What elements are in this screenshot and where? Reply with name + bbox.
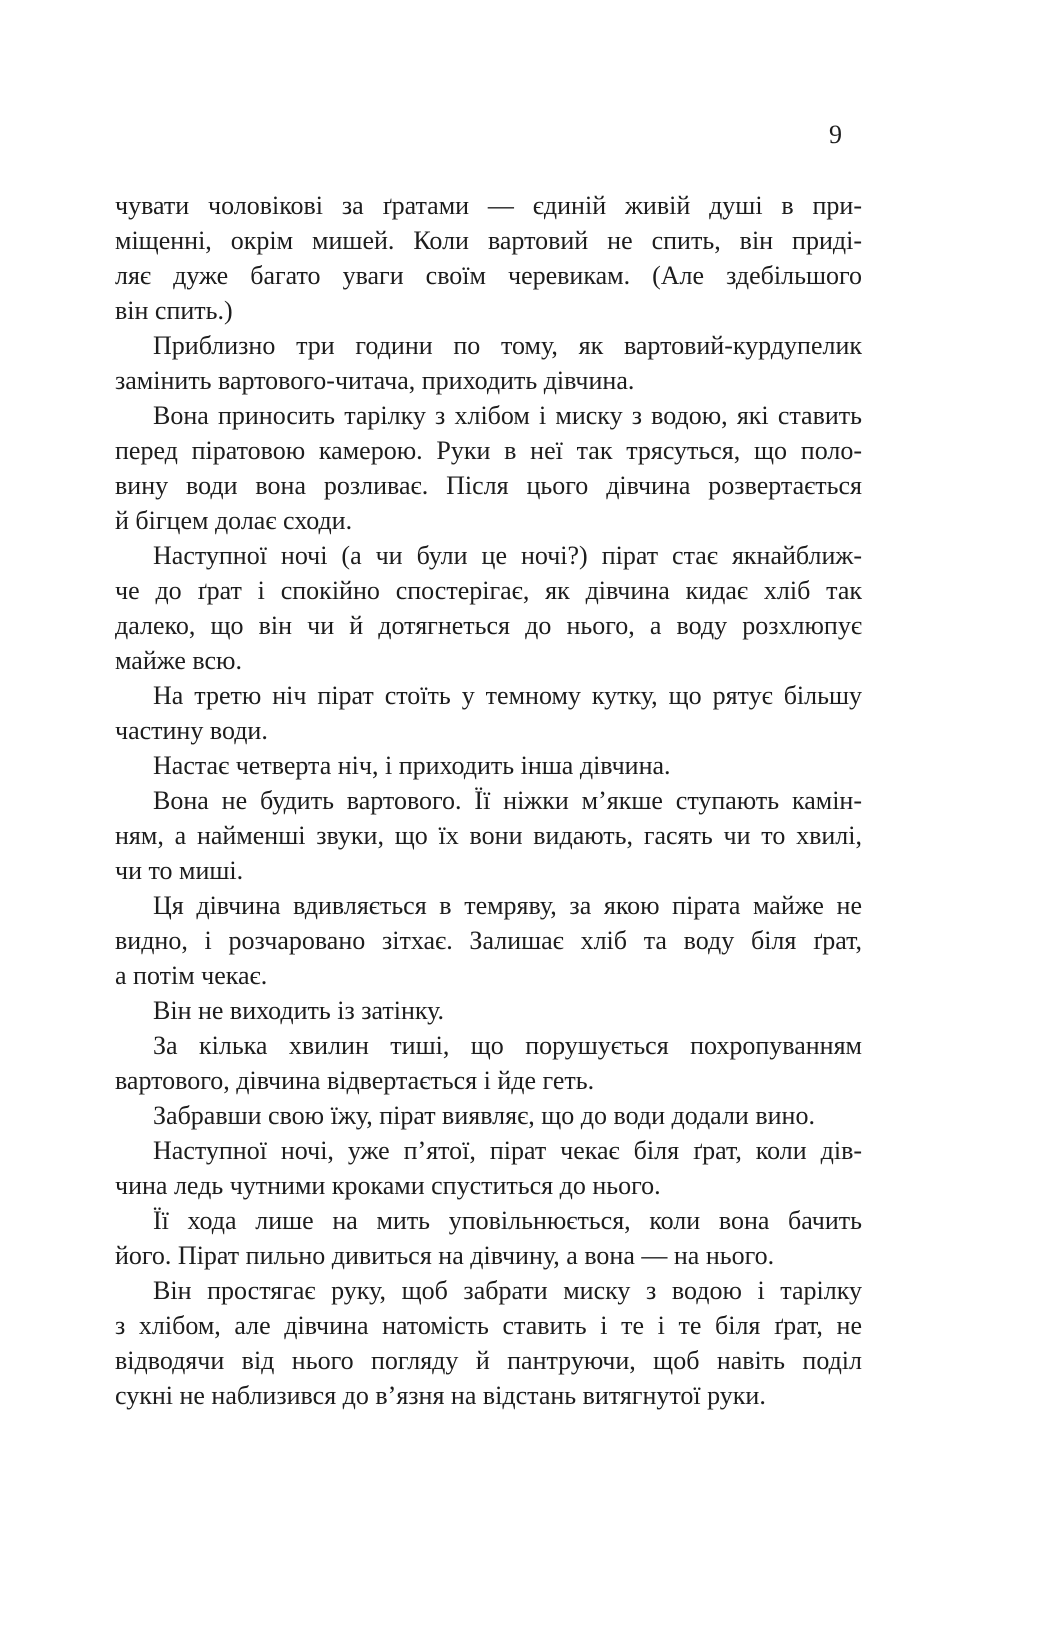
text-line: Вона приносить тарілку з хлібом і миску з водою, які ставить xyxy=(153,401,862,430)
text-line: чувати чоловікові за ґратами — єдиній живій душі в при- xyxy=(115,191,862,220)
paragraph xyxy=(115,888,862,993)
text-line: видно, і розчаровано зітхає. Залишає хліб та воду біля ґрат, xyxy=(115,926,862,955)
paragraph xyxy=(115,398,862,538)
page-number: 9 xyxy=(829,120,842,149)
text-line: з хлібом, але дівчина натомість ставить і те і те біля ґрат, не xyxy=(115,1311,862,1340)
text-line: чи то миші. xyxy=(115,856,244,885)
paragraph xyxy=(115,748,862,783)
text-line: Вона не будить вартового. Її ніжки м’якше ступають камін- xyxy=(153,786,862,815)
paragraph xyxy=(115,678,862,748)
text-line: че до ґрат і спокійно спостерігає, як дівчина кидає хліб так xyxy=(115,576,862,605)
text-line: Її хода лише на мить уповільнюється, коли вона бачить xyxy=(153,1206,862,1235)
text-line: Забравши свою їжу, пірат виявляє, що до води додали вино. xyxy=(153,1101,815,1130)
paragraph xyxy=(115,1133,862,1203)
text-line: ням, а найменші звуки, що їх вони видають, гасять чи то хвилі, xyxy=(115,821,862,850)
text-line: На третю ніч пірат стоїть у темному кутку, що рятує більшу xyxy=(153,681,862,710)
paragraph xyxy=(115,188,862,328)
text-line: він спить.) xyxy=(115,296,233,325)
text-line: його. Пірат пильно дивиться на дівчину, а вона — на нього. xyxy=(115,1241,775,1270)
text-line: перед піратовою камерою. Руки в неї так трясуться, що поло- xyxy=(115,436,862,465)
text-line: замінить вартового-читача, приходить дівчина. xyxy=(115,366,635,395)
paragraph xyxy=(115,783,862,888)
paragraph xyxy=(115,328,862,398)
text-line: вартового, дівчина відвертається і йде геть. xyxy=(115,1066,595,1095)
page-text xyxy=(115,188,862,1413)
text-line: Приблизно три години по тому, як вартовий-курдупелик xyxy=(153,331,862,360)
text-line: Наступної ночі (а чи були це ночі?) пірат стає якнайближ- xyxy=(153,541,862,570)
text-line: частину води. xyxy=(115,716,268,745)
text-line: міщенні, окрім мишей. Коли вартовий не спить, він приді- xyxy=(115,226,862,255)
text-line: Він не виходить із затінку. xyxy=(153,996,445,1025)
text-line: вину води вона розливає. Після цього дівчина розвертається xyxy=(115,471,862,500)
text-line: а потім чекає. xyxy=(115,961,268,990)
paragraph xyxy=(115,1203,862,1273)
text-line: далеко, що він чи й дотягнеться до нього, а воду розхлюпує xyxy=(115,611,862,640)
text-line: Настає четверта ніч, і приходить інша дівчина. xyxy=(153,751,671,780)
paragraph xyxy=(115,538,862,678)
text-line: За кілька хвилин тиші, що порушується похропуванням xyxy=(153,1031,862,1060)
text-line: ляє дуже багато уваги своїм черевикам. (Але здебільшого xyxy=(115,261,862,290)
text-line: Він простягає руку, щоб забрати миску з водою і тарілку xyxy=(153,1276,862,1305)
text-line: відводячи від нього погляду й пантруючи, щоб навіть поділ xyxy=(115,1346,862,1375)
text-line: й бігцем долає сходи. xyxy=(115,506,353,535)
text-line: Ця дівчина вдивляється в темряву, за якою пірата майже не xyxy=(153,891,862,920)
text-line: Наступної ночі, уже п’ятої, пірат чекає біля ґрат, коли дів- xyxy=(153,1136,862,1165)
paragraph xyxy=(115,1028,862,1098)
paragraph xyxy=(115,993,862,1028)
text-line: майже всю. xyxy=(115,646,242,675)
text-line: сукні не наблизився до в’язня на відстань витягнутої руки. xyxy=(115,1381,766,1410)
paragraph xyxy=(115,1098,862,1133)
text-line: чина ледь чутними кроками спуститься до нього. xyxy=(115,1171,661,1200)
paragraph xyxy=(115,1273,862,1413)
